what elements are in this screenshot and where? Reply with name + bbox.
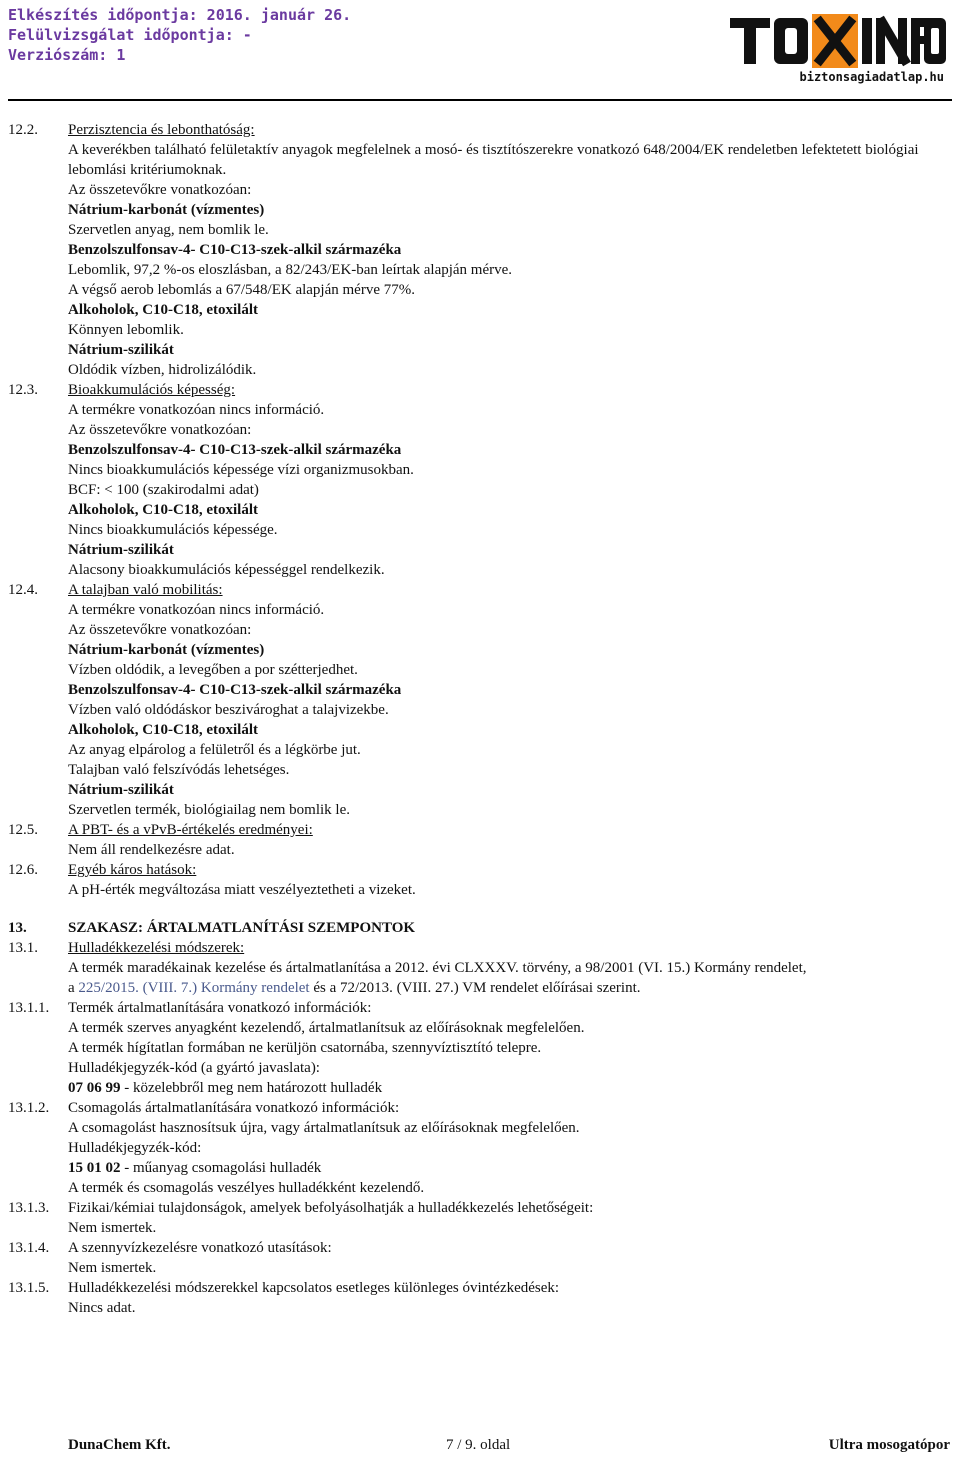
component-heading: Alkoholok, C10-C18, etoxilált — [68, 302, 259, 318]
company-name: DunaChem Kft. — [68, 1437, 171, 1453]
component-heading: Nátrium-karbonát (vízmentes) — [68, 202, 265, 218]
paragraph — [68, 978, 950, 998]
paragraph: A termék és csomagolás veszélyes hulladékként kezelendő. — [68, 1180, 425, 1196]
paragraph: BCF: < 100 (szakirodalmi adat) — [68, 482, 259, 498]
waste-code-description: - közelebbről meg nem határozott hulladék — [120, 1080, 383, 1096]
section-title: Csomagolás ártalmatlanítására vonatkozó információk: — [68, 1100, 400, 1116]
section-title: A szennyvízkezelésre vonatkozó utasítások: — [68, 1240, 332, 1256]
component-heading: Nátrium-szilikát — [68, 782, 174, 798]
paragraph: A csomagolást hasznosítsuk újra, vagy ártalmatlanítsuk az előírásoknak megfelelően. — [68, 1120, 580, 1136]
paragraph: Hulladékjegyzék-kód (a gyártó javaslata): — [68, 1060, 320, 1076]
paragraph: Az összetevőkre vonatkozóan: — [68, 622, 252, 638]
paragraph: A végső aerob lebomlás a 67/548/EK alapján mérve 77%. — [68, 282, 415, 298]
section-title: Bioakkumulációs képesség: — [68, 382, 236, 398]
version-number: Verziószám: 1 — [8, 46, 126, 64]
paragraph: A termék hígítatlan formában ne kerüljön csatornába, szennyvíztisztító telepre. — [68, 1040, 542, 1056]
document-body — [0, 120, 960, 1318]
paragraph: Az összetevőkre vonatkozóan: — [68, 182, 252, 198]
section-number: 12.4. — [8, 582, 38, 598]
paragraph: Nincs bioakkumulációs képessége vízi organizmusokban. — [68, 462, 414, 478]
paragraph: Az összetevőkre vonatkozóan: — [68, 422, 252, 438]
prepared-date: Elkészítés időpontja: 2016. január 26. — [8, 6, 352, 24]
section-title: A PBT- és a vPvB-értékelés eredményei: — [68, 822, 313, 838]
paragraph: Vízben való oldódáskor beszivároghat a talajvizekbe. — [68, 702, 389, 718]
paragraph: A keverékben található felületaktív anyagok megfelelnek a mosó- és tisztítószerekre vonatkozó 648/2004/EK rendeletben lefektetett biológiai lebomlási kritériumoknak. — [68, 142, 919, 178]
section-13-1-2 — [0, 1098, 960, 1198]
paragraph: A termékre vonatkozóan nincs információ. — [68, 402, 325, 418]
section-12-5 — [0, 820, 960, 860]
regulation-link[interactable]: 225/2015. (VIII. 7.) Kormány rendelet — [78, 980, 310, 996]
component-heading: Alkoholok, C10-C18, etoxilált — [68, 722, 259, 738]
page-number: 7 / 9. oldal — [446, 1437, 511, 1453]
paragraph: Alacsony bioakkumulációs képességgel rendelkezik. — [68, 562, 385, 578]
section-12-3 — [0, 380, 960, 580]
waste-code-description: - műanyag csomagolási hulladék — [120, 1160, 322, 1176]
paragraph: Az anyag elpárolog a felületről és a légkörbe jut. — [68, 742, 361, 758]
section-number: 13.1.4. — [8, 1240, 50, 1256]
waste-code-line — [68, 1078, 950, 1098]
component-heading: Nátrium-szilikát — [68, 342, 174, 358]
section-number: 13.1.5. — [8, 1280, 50, 1296]
component-heading: Benzolszulfonsav-4- C10-C13-szek-alkil származéka — [68, 242, 402, 258]
component-heading: Nátrium-szilikát — [68, 542, 174, 558]
section-number: 12.5. — [8, 822, 38, 838]
logo-url: biztonsagiadatlap.hu — [799, 70, 944, 84]
section-number: 13. — [8, 920, 27, 936]
section-12-2 — [0, 120, 960, 380]
section-title: A talajban való mobilitás: — [68, 582, 223, 598]
component-heading: Alkoholok, C10-C18, etoxilált — [68, 502, 259, 518]
section-13 — [0, 918, 960, 938]
section-title: Egyéb káros hatások: — [68, 862, 197, 878]
paragraph: A pH-érték megváltozása miatt veszélyeztetheti a vizeket. — [68, 882, 416, 898]
section-13-1-5 — [0, 1278, 960, 1318]
section-number: 13.1.2. — [8, 1100, 50, 1116]
paragraph: Szervetlen anyag, nem bomlik le. — [68, 222, 269, 238]
review-date: Felülvizsgálat időpontja: - — [8, 26, 252, 44]
component-heading: Nátrium-karbonát (vízmentes) — [68, 642, 265, 658]
component-heading: Benzolszulfonsav-4- C10-C13-szek-alkil származéka — [68, 682, 402, 698]
section-title: Perzisztencia és lebonthatóság: — [68, 122, 255, 138]
paragraph: A termék maradékainak kezelése és ártalmatlanítása a 2012. évi CLXXXV. törvény, a 98/2001 (VI. 15.) Kormány rendelet, — [68, 960, 807, 976]
toxinfo-logo — [728, 12, 948, 72]
paragraph: Nincs adat. — [68, 1300, 136, 1316]
paragraph: A termék szerves anyagként kezelendő, ártalmatlanítsuk az előírásoknak megfelelően. — [68, 1020, 585, 1036]
text-run: és a 72/2013. (VIII. 27.) VM rendelet előírásai szerint. — [309, 980, 641, 996]
paragraph: Nem ismertek. — [68, 1260, 157, 1276]
section-13-1-3 — [0, 1198, 960, 1238]
section-12-6 — [0, 860, 960, 900]
section-title: Hulladékkezelési módszerekkel kapcsolatos esetleges különleges óvintézkedések: — [68, 1280, 560, 1296]
paragraph: Nem áll rendelkezésre adat. — [68, 842, 235, 858]
paragraph: Talajban való felszívódás lehetséges. — [68, 762, 290, 778]
section-number: 12.2. — [8, 122, 38, 138]
section-number: 13.1.1. — [8, 1000, 50, 1016]
section-title: Termék ártalmatlanítására vonatkozó információk: — [68, 1000, 372, 1016]
section-13-1-4 — [0, 1238, 960, 1278]
section-title: Hulladékkezelési módszerek: — [68, 940, 245, 956]
section-title: Fizikai/kémiai tulajdonságok, amelyek befolyásolhatják a hulladékkezelés lehetőségeit: — [68, 1200, 594, 1216]
waste-code-line — [68, 1158, 950, 1178]
paragraph: Nincs bioakkumulációs képessége. — [68, 522, 278, 538]
section-number: 12.3. — [8, 382, 38, 398]
waste-code: 15 01 02 — [68, 1160, 121, 1176]
section-title: SZAKASZ: ÁRTALMATLANÍTÁSI SZEMPONTOK — [68, 920, 416, 936]
paragraph: Szervetlen termék, biológiailag nem bomlik le. — [68, 802, 351, 818]
paragraph: Könnyen lebomlik. — [68, 322, 184, 338]
paragraph: A termékre vonatkozóan nincs információ. — [68, 602, 325, 618]
section-13-1 — [0, 938, 960, 998]
paragraph: Lebomlik, 97,2 %-os eloszlásban, a 82/243/EK-ban leírtak alapján mérve. — [68, 262, 513, 278]
text-run: a — [68, 980, 79, 996]
paragraph: Nem ismertek. — [68, 1220, 157, 1236]
page-header — [4, 0, 956, 100]
section-number: 13.1. — [8, 940, 38, 956]
product-name: Ultra mosogatópor — [828, 1437, 950, 1453]
section-12-4 — [0, 580, 960, 820]
paragraph: Hulladékjegyzék-kód: — [68, 1140, 202, 1156]
paragraph: Vízben oldódik, a levegőben a por szétterjedhet. — [68, 662, 358, 678]
component-heading: Benzolszulfonsav-4- C10-C13-szek-alkil származéka — [68, 442, 402, 458]
section-number: 13.1.3. — [8, 1200, 50, 1216]
header-rule — [8, 99, 952, 101]
paragraph: Oldódik vízben, hidrolizálódik. — [68, 362, 257, 378]
section-13-1-1 — [0, 998, 960, 1098]
section-number: 12.6. — [8, 862, 38, 878]
waste-code: 07 06 99 — [68, 1080, 121, 1096]
